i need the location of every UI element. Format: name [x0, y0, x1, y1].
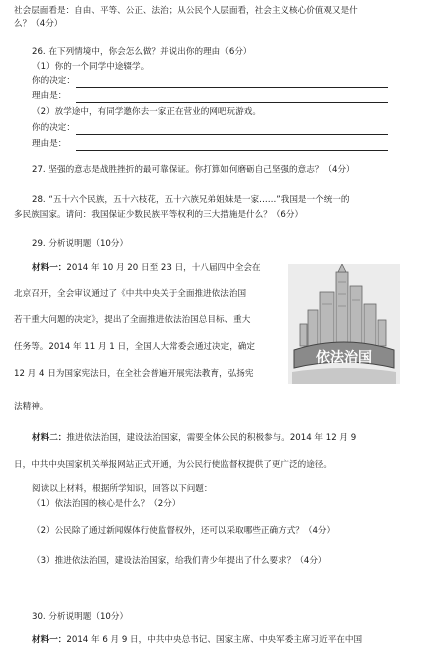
material-line: 12 月 4 日为国家宪法日，在全社会普遍开展宪法教育，弘扬宪	[14, 369, 254, 379]
question-27: 27. 坚强的意志是战胜挫折的最可靠保证。你打算如何磨砺自己坚强的意志？（4分）	[32, 165, 355, 175]
answer-label-reason: 理由是：	[32, 139, 67, 149]
material-label: 材料一：	[32, 635, 67, 645]
answer-line	[76, 150, 388, 151]
question-28: 28. “五十六个民族，五十六枝花，五十六族兄弟姐妹是一家……”我国是一个统一的	[32, 195, 350, 205]
material-line: 任务等。2014 年 11 月 1 日，全国人大常委会通过决定，确定	[14, 342, 255, 352]
material-30-first-line	[32, 636, 362, 646]
question-30: 30. 分析说明题（10分）	[32, 612, 129, 622]
question-29-1: （1）依法治国的核心是什么？（2分）	[32, 499, 181, 509]
question-26-scenario-1: （1）你的一个同学中途辍学。	[32, 62, 150, 72]
answer-line	[76, 102, 388, 103]
answer-label-reason: 理由是：	[32, 91, 67, 101]
illustration-sign-text: 依法治国	[316, 350, 372, 366]
material-text: 2014 年 6 月 9 日，中共中央总书记、国家主席、中央军委主席习近平在中国	[66, 635, 363, 645]
rule-of-law-illustration	[288, 264, 400, 384]
material-line: 法精神。	[14, 402, 49, 412]
material-text: 2014 年 10 月 20 日至 23 日，十八届四中全会在	[66, 263, 261, 273]
question-26-scenario-2: （2）放学途中，有同学邀你去一家正在营业的网吧玩游戏。	[32, 107, 261, 117]
question-28-cont: 多民族国家。请问：我国保证少数民族平等权利的三大措施是什么？（6分）	[14, 210, 304, 220]
material-line: 若干重大问题的决定》，提出了全面推进依法治国总目标、重大	[14, 315, 251, 325]
answer-label-decision: 你的决定：	[32, 123, 75, 133]
material-2-first-line	[32, 434, 356, 444]
material-label: 材料二：	[32, 433, 67, 443]
instruction: 阅读以上材料，根据所学知识，回答以下问题：	[32, 484, 213, 494]
text-line: 么？（4分）	[14, 19, 63, 29]
material-label: 材料一：	[32, 263, 67, 273]
question-29-2: （2）公民除了通过新闻媒体行使监督权外，还可以采取哪些正确方式？（4分）	[32, 526, 336, 536]
material-line: 日，中共中央国家机关举报网站正式开通，为公民行使监督权提供了更广泛的途径。	[14, 460, 332, 470]
question-29: 29. 分析说明题（10分）	[32, 239, 129, 249]
material-text: 推进依法治国，建设法治国家，需要全体公民的积极参与。2014 年 12 月 9	[66, 433, 357, 443]
answer-line	[76, 87, 388, 88]
answer-label-decision: 你的决定：	[32, 76, 75, 86]
material-1-first-line	[32, 264, 261, 274]
question-26: 26. 在下列情境中，你会怎么做？并说出你的理由（6分）	[32, 47, 252, 57]
material-line: 北京召开，全会审议通过了《中共中央关于全面推进依法治国	[14, 289, 247, 299]
text-line: 社会层面看是：自由、平等、公正、法治；从公民个人层面看，社会主义核心价值观又是什	[14, 6, 358, 16]
question-29-3: （3）推进依法治国，建设法治国家，给我们青少年提出了什么要求？（4分）	[32, 556, 327, 566]
answer-line	[76, 134, 388, 135]
